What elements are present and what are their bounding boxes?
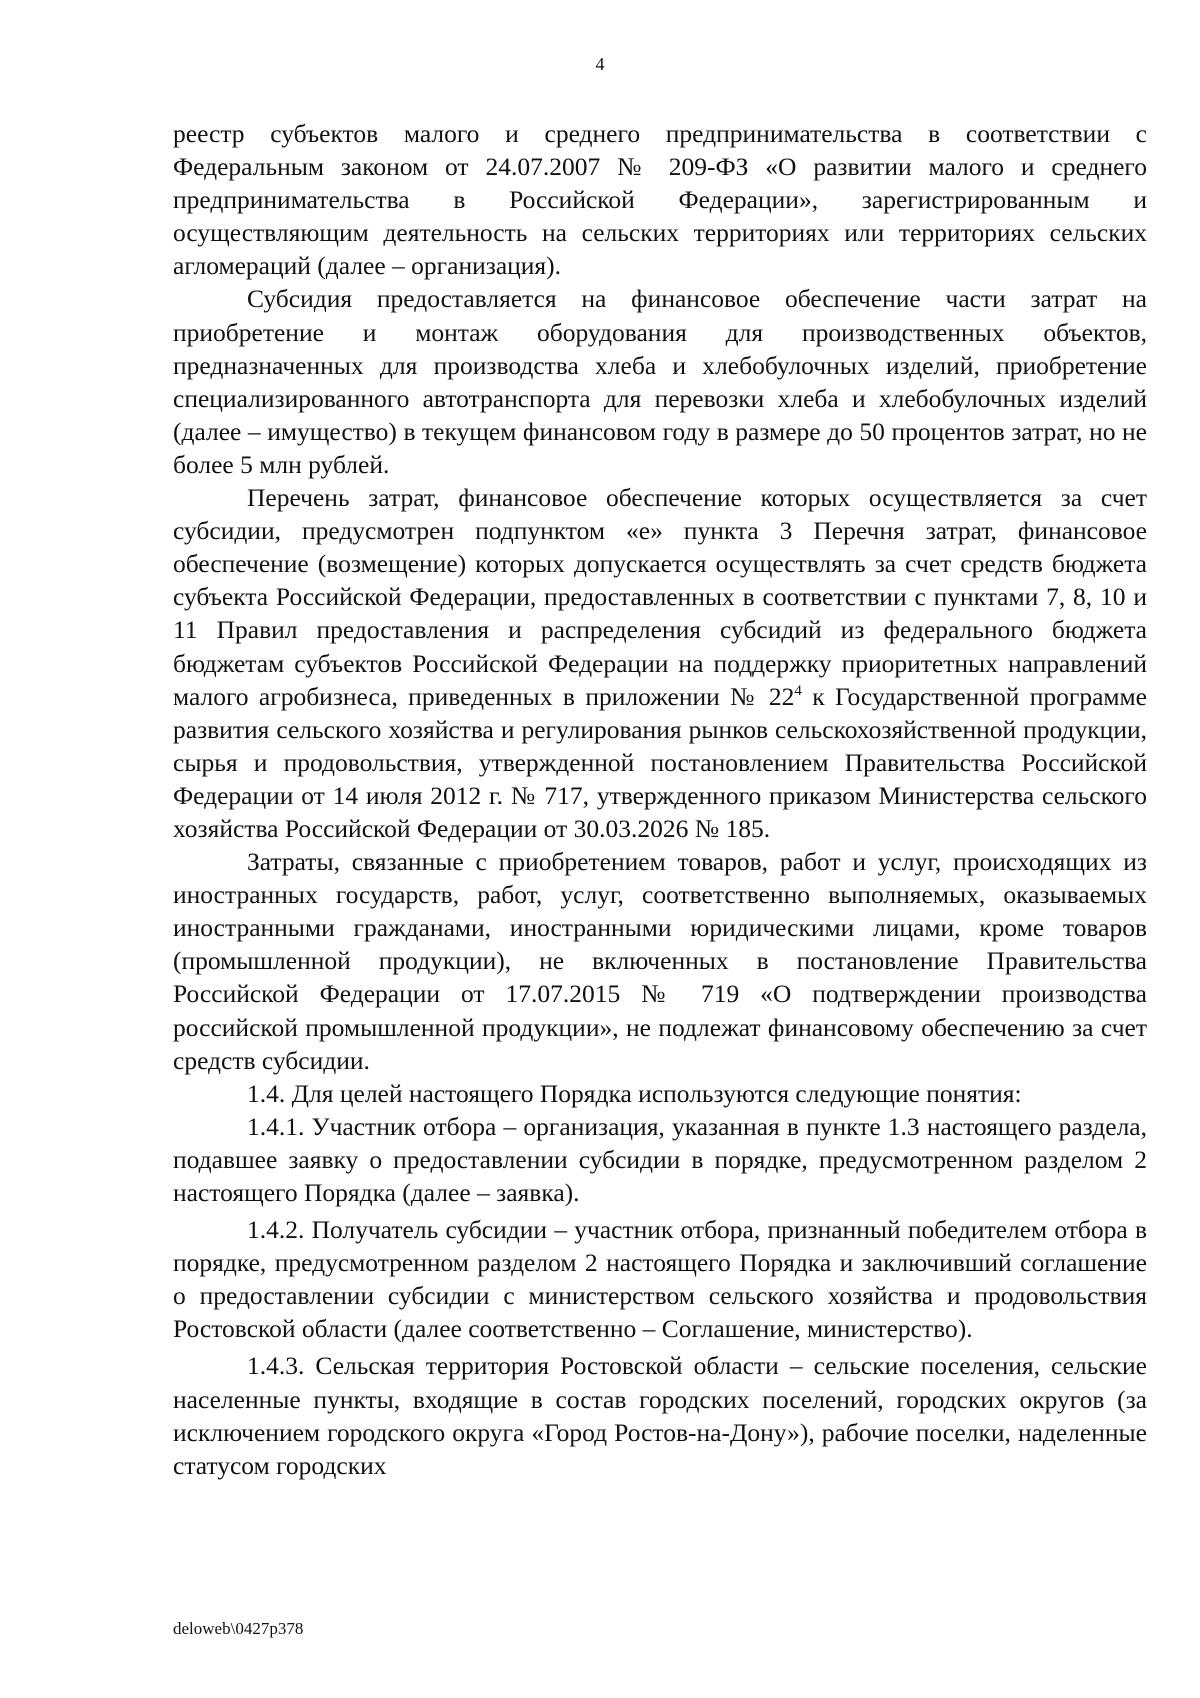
paragraph-subsidy-purpose: Субсидия предоставляется на финансовое обеспечение части затрат на приобретение и монтаж оборудования для производственных объектов, предназначенных для производства хлеба и хлебобулочных изделий, приобретение специализированного автотранспорта для перевозки хлеба и хлебобулочных изделий (далее – имущество) в текущем финансовом году в размере до 50 процентов затрат, но не более 5 млн рублей.	[173, 284, 1147, 479]
paragraph-rural-territory: 1.4.3. Сельская территория Ростовской области – сельские поселения, сельские населенные пункты, входящие в состав городских поселений, городских округов (за исключением городского округа «Город Ростов-на-Дону»), рабочие поселки, наделенные статусом городских	[173, 1351, 1147, 1480]
document-body	[173, 117, 1147, 1482]
cost-list-text-part-1: Перечень затрат, финансовое обеспечение которых осуществляется за счет субсидии, предусмотрен подпунктом «е» пункта 3 Перечня затрат, финансовое обеспечение (возмещение) которых допускается осуществлять за счет средств бюджета субъекта Российской Федерации, предоставленных в соответствии с пунктами 7, 8, 10 и 11 Правил предоставления и распределения субсидий из федерального бюджета бюджетам субъектов Российской Федерации на поддержку приоритетных направлений малого агробизнеса, приведенных в приложении № 22	[173, 483, 1147, 711]
paragraph-selection-participant: 1.4.1. Участник отбора – организация, указанная в пункте 1.3 настоящего раздела, подавшее заявку о предоставлении субсидии в порядке, предусмотренном разделом 2 настоящего Порядка (далее – заявка).	[173, 1111, 1147, 1207]
page-number: 4	[595, 54, 605, 74]
appendix-superscript: 4	[794, 682, 802, 699]
paragraph-registry-continuation: реестр субъектов малого и среднего предпринимательства в соответствии с Федеральным законом от 24.07.2007 № 209-ФЗ «О развитии малого и среднего предпринимательства в Российской Федерации», зарегистрированным и осуществляющим деятельность на сельских территориях или территориях сельских агломераций (далее – организация).	[173, 119, 1147, 281]
paragraph-subsidy-recipient: 1.4.2. Получатель субсидии – участник отбора, признанный победителем отбора в порядке, предусмотренном разделом 2 настоящего Порядка и заключивший соглашение о предоставлении субсидии с министерством сельского хозяйства и продовольствия Ростовской области (далее соответственно – Соглашение, министерство).	[173, 1215, 1147, 1344]
cost-list-text-part-2: к Государственной программе развития сельского хозяйства и регулирования рынков сельскохозяйственной продукции, сырья и продовольствия, утвержденной постановлением Правительства Российской Федерации от 14 июля 2012 г. № 717, утвержденного приказом Министерства сельского хозяйства Российской Федерации от 30.03.2026 № 185.	[173, 681, 1147, 843]
paragraph-foreign-costs: Затраты, связанные с приобретением товаров, работ и услуг, происходящих из иностранных государств, работ, услуг, соответственно выполняемых, оказываемых иностранными гражданами, иностранными юридическими лицами, кроме товаров (промышленной продукции), не включенных в постановление Правительства Российской Федерации от 17.07.2015 № 719 «О подтверждении производства российской промышленной продукции», не подлежат финансовому обеспечению за счет средств субсидии.	[173, 847, 1147, 1075]
document-footer-code: deloweb\0427p378	[173, 1619, 304, 1638]
paragraph-cost-list	[173, 481, 1147, 845]
paragraph-definitions-intro: 1.4. Для целей настоящего Порядка используются следующие понятия:	[247, 1078, 1022, 1108]
